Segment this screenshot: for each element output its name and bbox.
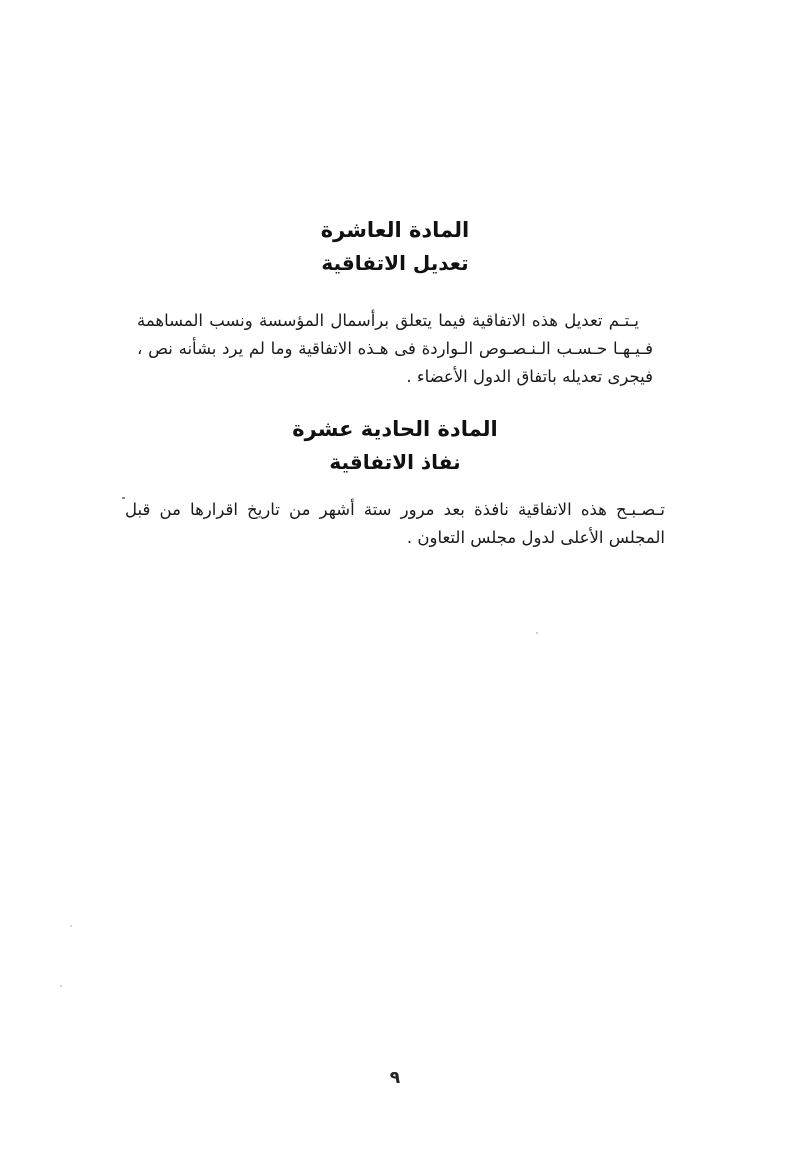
article-ten-subtitle: تعديل الاتفاقية <box>321 251 469 275</box>
page-number: ٩ <box>389 1068 401 1088</box>
body-line: تـصـبـح هذه الاتفاقية نافذة بعد مرور ستة أشهر من تاريخ اقرارها من قبل <box>125 500 665 519</box>
article-ten-title: المادة العاشرة <box>320 218 470 242</box>
article-ten-body <box>137 307 653 391</box>
scan-speckle <box>60 985 62 987</box>
scan-speckle <box>536 632 538 634</box>
scan-speckle <box>122 497 125 499</box>
body-line: يـتـم تعديل هذه الاتفاقية فيما يتعلق برأسمال المؤسسة ونسب المساهمة <box>137 311 639 330</box>
article-eleven-subtitle: نفاذ الاتفاقية <box>329 450 461 474</box>
article-eleven <box>0 417 790 552</box>
page-content <box>0 218 790 552</box>
body-line: فـيـهـا حـسـب الـنـصـوص الـواردة فى هـذه الاتفاقية وما لم يرد بشأنه نص ، <box>137 339 653 358</box>
body-line: المجلس الأعلى لدول مجلس التعاون . <box>406 528 665 547</box>
scan-speckle <box>70 925 72 927</box>
article-ten <box>0 218 790 391</box>
article-eleven-title: المادة الحادية عشرة <box>292 417 498 441</box>
article-eleven-body <box>125 496 665 552</box>
body-line: فيجرى تعديله باتفاق الدول الأعضاء . <box>406 367 653 386</box>
